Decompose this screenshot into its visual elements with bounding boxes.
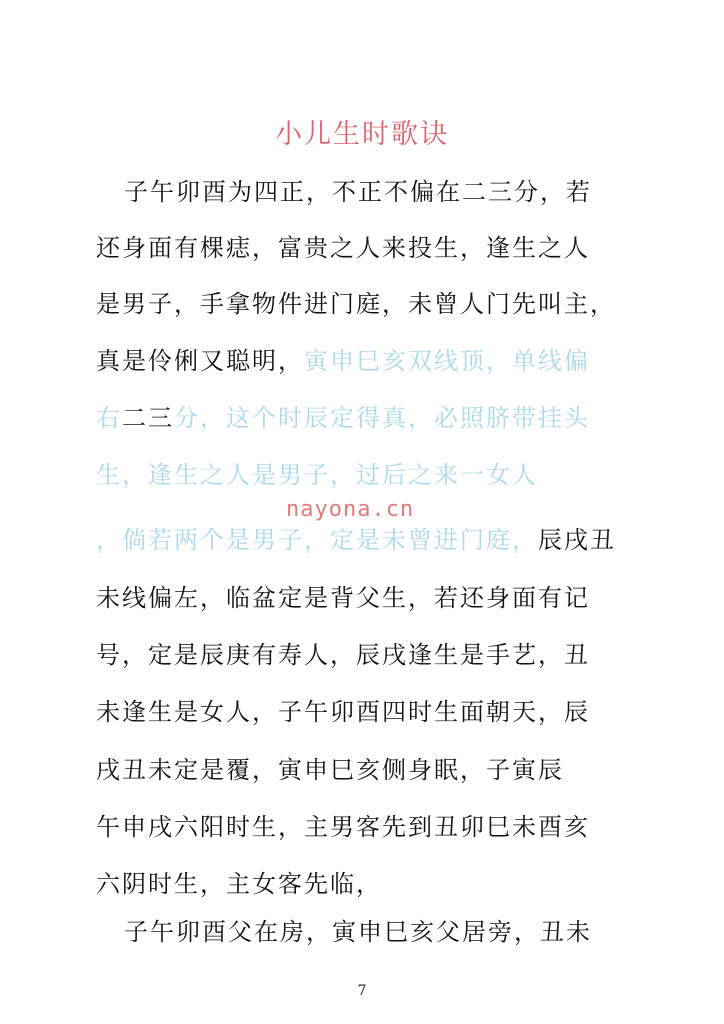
text-line: 戌丑未定是覆，寅申巳亥侧身眠，子寅辰 xyxy=(96,756,564,784)
text-line: 子午卯酉为四正，不正不偏在二三分，若 xyxy=(124,178,592,206)
faded-text-segment: 右 xyxy=(96,404,122,432)
text-segment: 真是伶俐又聪明， xyxy=(96,347,304,375)
text-line: 午申戌六阳时生，主男客先到丑卯巳未酉亥 xyxy=(96,813,590,841)
text-segment: 二三 xyxy=(122,404,174,432)
faded-text-segment: 分，这个时辰定得真，必照脐带挂头 xyxy=(174,404,590,432)
text-line: 还身面有棵痣，富贵之人来投生，逢生之人 xyxy=(96,234,590,262)
watermark: nayona.cn xyxy=(286,497,415,522)
text-line: 子午卯酉父在房，寅申巳亥父居旁，丑未 xyxy=(124,918,592,946)
text-line xyxy=(96,520,616,555)
text-line: 六阴时生，主女客先临， xyxy=(96,870,382,898)
faded-text-segment: ，倘若两个是男子，定是未曾进门庭， xyxy=(96,526,538,554)
text-line: 未逢生是女人，子午卯酉四时生面朝天，辰 xyxy=(96,698,590,726)
text-segment: 辰戌丑 xyxy=(538,526,616,554)
page-title: 小儿生时歌诀 xyxy=(275,119,449,150)
text-line xyxy=(96,398,590,433)
page-number: 7 xyxy=(357,983,367,999)
faded-text-segment: 寅申巳亥双线顶，单线偏 xyxy=(304,347,590,375)
text-line: 生，逢生之人是男子，过后之来一女人 xyxy=(96,461,538,489)
text-line: 是男子，手拿物件进门庭，未曾人门先叫主， xyxy=(96,290,616,318)
text-line: 未线偏左，临盆定是背父生，若还身面有记 xyxy=(96,584,590,612)
text-line xyxy=(96,341,590,376)
text-line: 号，定是辰庚有寿人，辰戌逢生是手艺，丑 xyxy=(96,641,590,669)
